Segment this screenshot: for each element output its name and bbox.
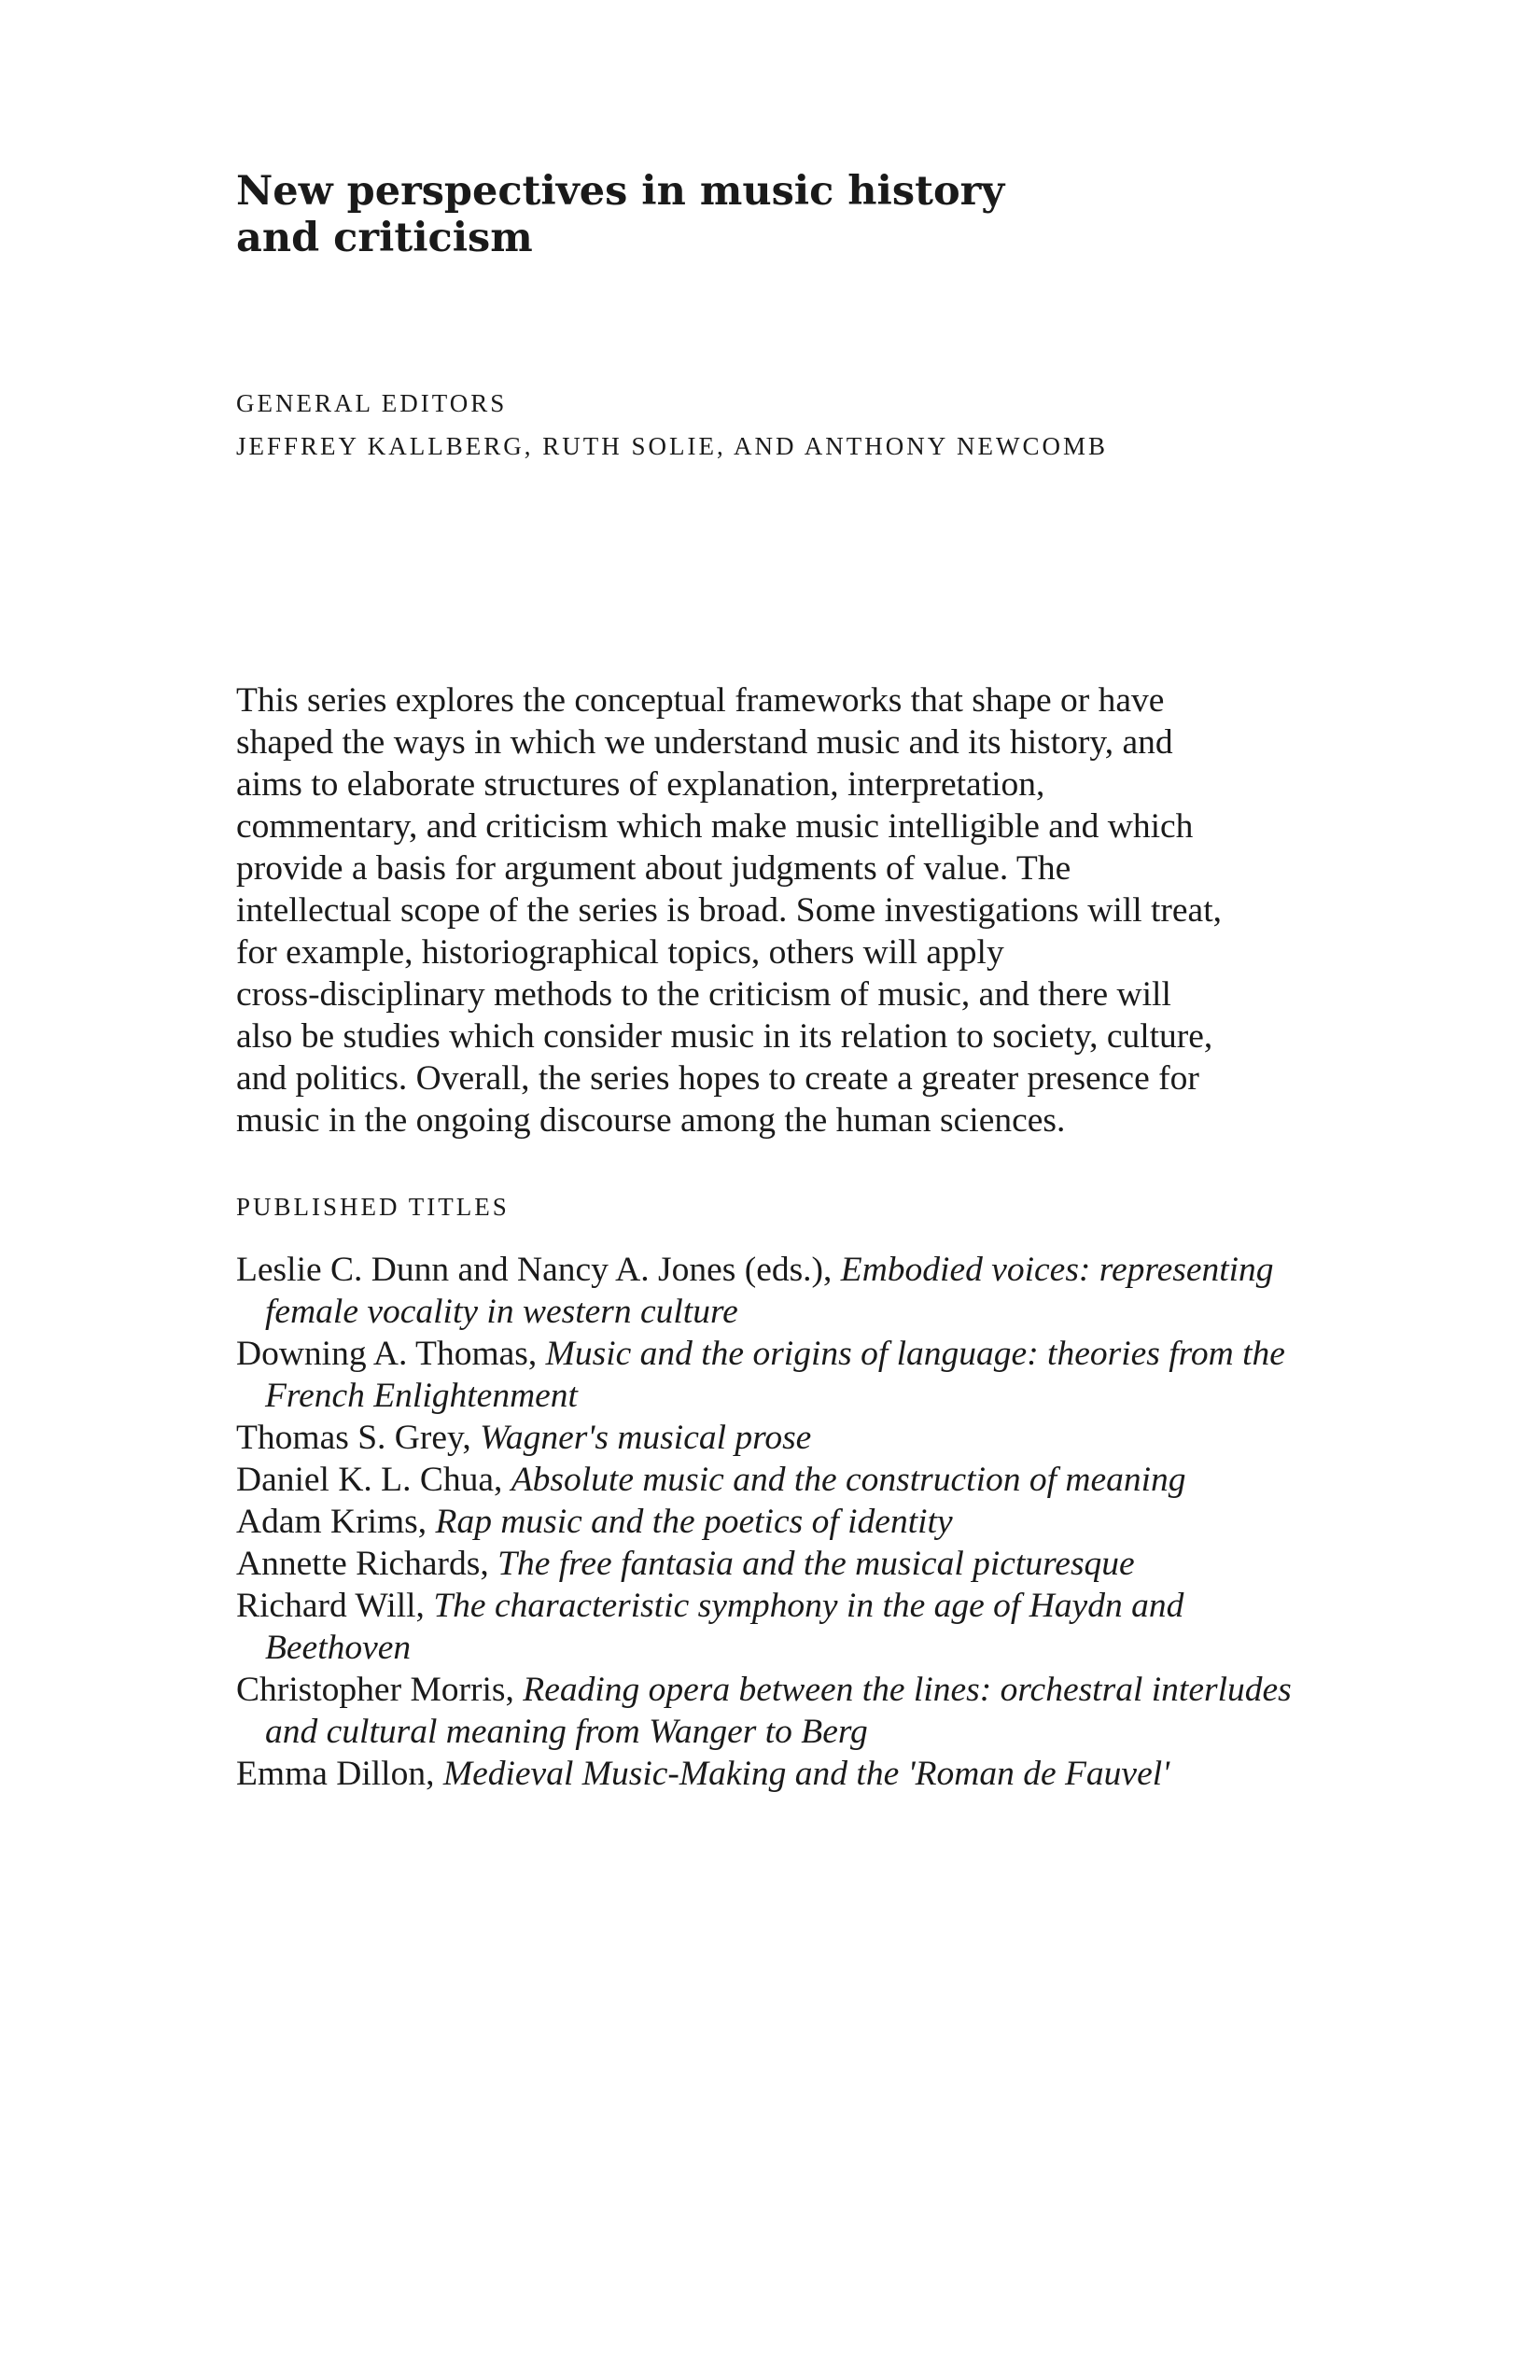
- description-line: and politics. Overall, the series hopes to create a greater presence for: [236, 1059, 1199, 1098]
- published-titles-list: [236, 1249, 1319, 1795]
- title-author: Christopher Morris,: [236, 1671, 524, 1709]
- title-author: Leslie C. Dunn and Nancy A. Jones (eds.),: [236, 1251, 841, 1289]
- title-entry: [236, 1249, 1319, 1333]
- title-work: Absolute music and the construction of meaning: [511, 1461, 1186, 1499]
- description-line: for example, historiographical topics, others will apply: [236, 933, 1004, 972]
- description-line: This series explores the conceptual frameworks that shape or have: [236, 681, 1165, 720]
- general-editors-heading: GENERAL EDITORS: [236, 389, 508, 417]
- description-line: aims to elaborate structures of explanation, interpretation,: [236, 765, 1045, 804]
- title-work: Wagner's musical prose: [480, 1419, 812, 1457]
- series-title-line: New perspectives in music history: [236, 168, 1005, 215]
- title-entry: [236, 1585, 1319, 1669]
- title-entry: [236, 1753, 1319, 1795]
- series-description: [236, 679, 1305, 1141]
- title-work: The characteristic symphony in the age of Haydn and Beethoven: [265, 1587, 1184, 1667]
- published-titles-heading: PUBLISHED TITLES: [236, 1193, 510, 1221]
- description-line: cross-disciplinary methods to the criticism of music, and there will: [236, 975, 1171, 1014]
- description-line: commentary, and criticism which make music intelligible and which: [236, 807, 1194, 846]
- description-line: also be studies which consider music in its relation to society, culture,: [236, 1017, 1213, 1056]
- title-entry: [236, 1543, 1319, 1585]
- title-work: Music and the origins of language: theories from the French Enlightenment: [265, 1335, 1285, 1415]
- title-author: Thomas S. Grey,: [236, 1419, 481, 1457]
- description-line: provide a basis for argument about judgments of value. The: [236, 849, 1071, 888]
- title-entry: [236, 1459, 1319, 1501]
- title-work: Rap music and the poetics of identity: [435, 1503, 953, 1541]
- title-entry: [236, 1669, 1319, 1753]
- title-author: Daniel K. L. Chua,: [236, 1461, 511, 1499]
- title-work: Embodied voices: representing female vocality in western culture: [265, 1251, 1274, 1331]
- title-author: Adam Krims,: [236, 1503, 436, 1541]
- title-work: The free fantasia and the musical picturesque: [497, 1545, 1135, 1583]
- title-author: Downing A. Thomas,: [236, 1335, 546, 1373]
- title-author: Annette Richards,: [236, 1545, 498, 1583]
- series-title-line: and criticism: [236, 215, 533, 261]
- series-title: [236, 168, 1263, 261]
- general-editors-names: JEFFREY KALLBERG, RUTH SOLIE, AND ANTHONY NEWCOMB: [236, 432, 1109, 460]
- title-entry: [236, 1333, 1319, 1417]
- description-line: music in the ongoing discourse among the human sciences.: [236, 1101, 1066, 1140]
- title-work: Medieval Music-Making and the 'Roman de Fauvel': [442, 1755, 1170, 1793]
- title-entry: [236, 1501, 1319, 1543]
- description-line: intellectual scope of the series is broad. Some investigations will treat,: [236, 891, 1222, 930]
- title-author: Richard Will,: [236, 1587, 434, 1625]
- title-entry: [236, 1417, 1319, 1459]
- title-author: Emma Dillon,: [236, 1755, 443, 1793]
- description-line: shaped the ways in which we understand music and its history, and: [236, 723, 1173, 762]
- title-work: Reading opera between the lines: orchestral interludes and cultural meaning from Wanger to Berg: [265, 1671, 1292, 1751]
